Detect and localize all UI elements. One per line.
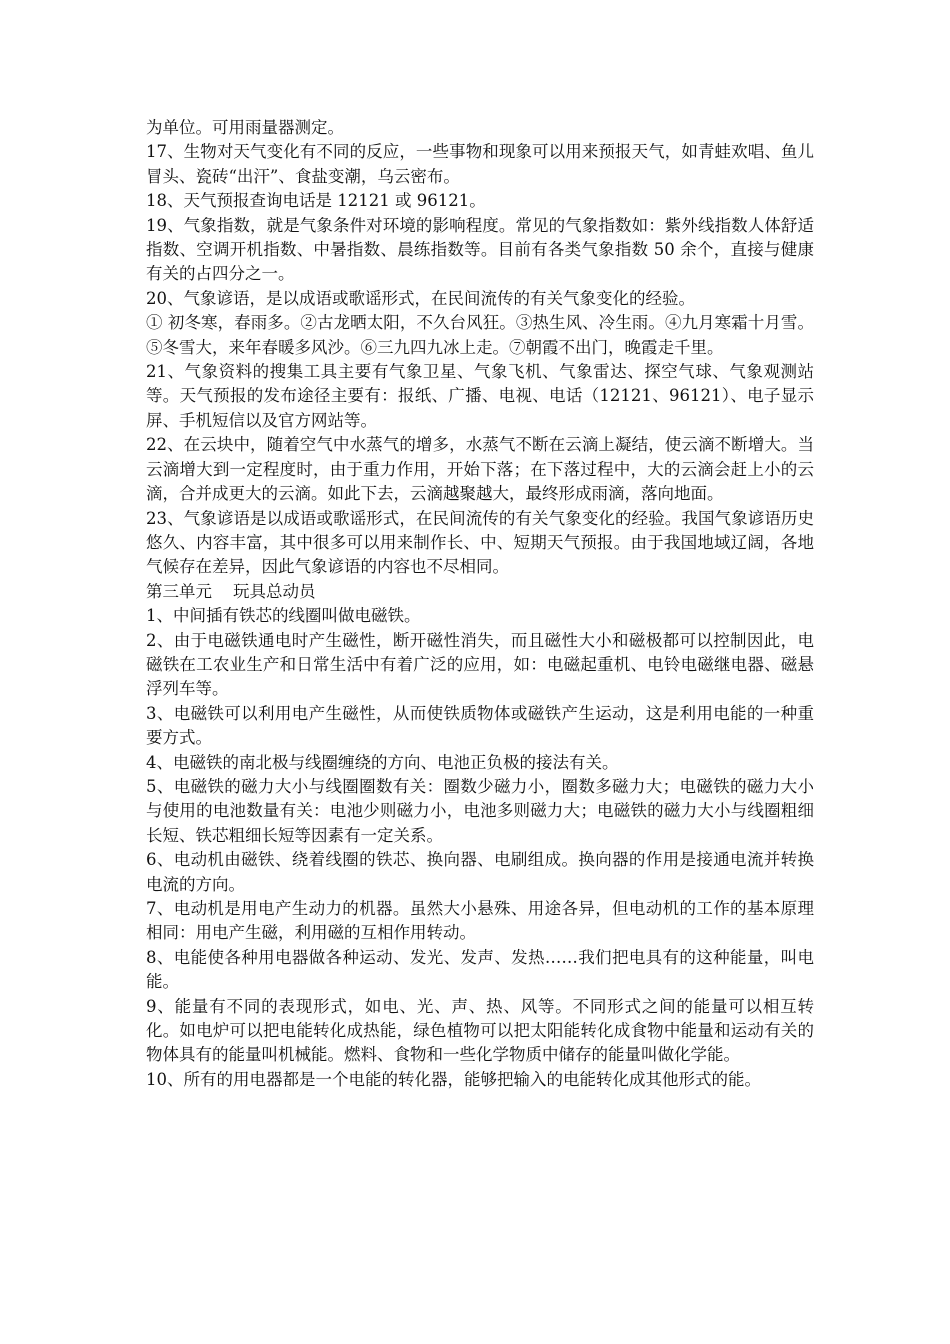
paragraph-unit3-6: 6、电动机由磁铁、绕着线圈的铁芯、换向器、电刷组成。换向器的作用是接通电流并转换电流的方向。 [146,850,814,894]
paragraph-unit3-2: 2、由于电磁铁通电时产生磁性，断开磁性消失，而且磁性大小和磁极都可以控制因此，电磁铁在工农业生产和日常生活中有着广泛的应用，如：电磁起重机、电铃电磁继电器、磁悬浮列车等。 [146,630,814,699]
paragraph-23: 23、气象谚语是以成语或歌谣形式，在民间流传的有关气象变化的经验。我国气象谚语历史悠久、内容丰富，其中很多可以用来制作长、中、短期天气预报。由于我国地域辽阔，各地气候存在差异，因此气象谚语的内容也不尽相同。 [146,508,814,577]
paragraph-19: 19、气象指数，就是气象条件对环境的影响程度。常见的气象指数如：紫外线指数人体舒适指数、空调开机指数、中暑指数、晨练指数等。目前有各类气象指数 50 余个，直接与健康有关的占四分之一。 [146,215,814,284]
paragraph-unit3-8: 8、电能使各种用电器做各种运动、发光、发声、发热……我们把电具有的这种能量，叫电能。 [146,947,814,992]
paragraph-17: 17、生物对天气变化有不同的反应，一些事物和现象可以用来预报天气，如青蛙欢唱、鱼儿冒头、瓷砖“出汗”、食盐变潮，乌云密布。 [146,142,814,186]
document-page [146,116,814,1092]
paragraph-18: 18、天气预报查询电话是 12121 或 96121。 [146,191,486,211]
paragraph-20-proverbs: ① 初冬寒，春雨多。②古龙晒太阳，不久台风狂。③热生风、冷生雨。④九月寒霜十月雪。⑤冬雪大，来年春暖多风沙。⑥三九四九冰上走。⑦朝霞不出门，晚霞走千里。 [146,313,814,357]
paragraph-21: 21、气象资料的搜集工具主要有气象卫星、气象飞机、气象雷达、探空气球、气象观测站等。天气预报的发布途径主要有：报纸、广播、电视、电话（12121、96121）、电子显示屏、手机短信以及官方网站等。 [146,362,814,430]
paragraph-20: 20、气象谚语，是以成语或歌谣形式，在民间流传的有关气象变化的经验。 [146,288,695,308]
paragraph-unit3-9: 9、能量有不同的表现形式，如电、光、声、热、风等。不同形式之间的能量可以相互转化。如电炉可以把电能转化成热能，绿色植物可以把太阳能转化成食物中能量和运动有关的物体具有的能量叫机械能。燃料、食物和一些化学物质中储存的能量叫做化学能。 [146,996,814,1065]
paragraph-unit3-5: 5、电磁铁的磁力大小与线圈圈数有关：圈数少磁力小，圈数多磁力大；电磁铁的磁力大小与使用的电池数量有关：电池少则磁力小，电池多则磁力大；电磁铁的磁力大小与线圈粗细长短、铁芯粗细长短等因素有一定关系。 [146,776,814,845]
paragraph-unit3-3: 3、电磁铁可以利用电产生磁性，从而使铁质物体或磁铁产生运动，这是利用电能的一种重要方式。 [146,703,814,748]
paragraph-rain-unit: 为单位。可用雨量器测定。 [146,118,344,137]
paragraph-unit3-1: 1、中间插有铁芯的线圈叫做电磁铁。 [146,606,421,626]
paragraph-22: 22、在云块中，随着空气中水蒸气的增多，水蒸气不断在云滴上凝结，使云滴不断增大。当云滴增大到一定程度时，由于重力作用，开始下落；在下落过程中，大的云滴会赶上小的云滴，合并成更大的云滴。如此下去，云滴越聚越大，最终形成雨滴，落向地面。 [146,435,814,504]
paragraph-unit3-7: 7、电动机是用电产生动力的机器。虽然大小悬殊、用途各异，但电动机的工作的基本原理相同：用电产生磁，利用磁的互相作用转动。 [146,899,814,943]
paragraph-unit3-4: 4、电磁铁的南北极与线圈缠绕的方向、电池正负极的接法有关。 [146,752,619,772]
section-heading-unit-3: 第三单元 玩具总动员 [146,581,316,601]
paragraph-unit3-10: 10、所有的用电器都是一个电能的转化器，能够把输入的电能转化成其他形式的能。 [146,1069,761,1089]
